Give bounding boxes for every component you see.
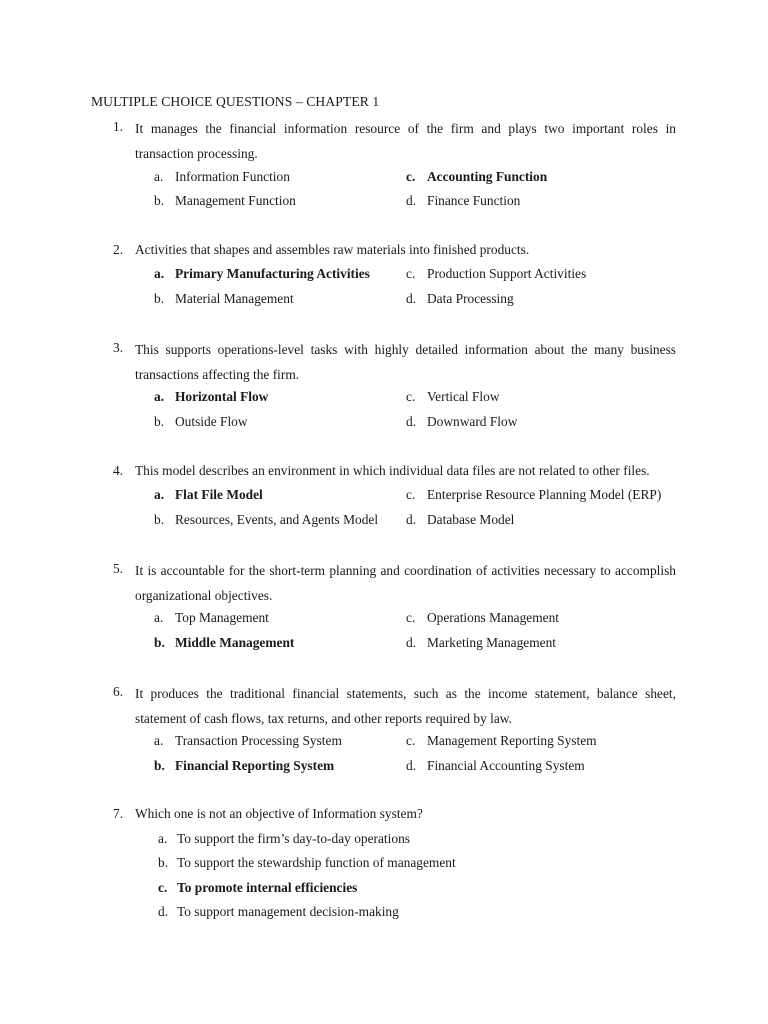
question-number: 4. [113,463,124,478]
question-number: 7. [113,806,124,821]
question-number: 6. [113,684,124,699]
question-number: 3. [113,340,124,355]
question-text: It produces the traditional financial statements, such as the income statement, balance sheet, statement of cash flows, tax returns, and other reports required by law. [135,686,676,726]
question-number: 5. [113,561,124,576]
question-text: It manages the financial information resource of the firm and plays two important roles in transaction processing. [135,121,676,161]
page-title: MULTIPLE CHOICE QUESTIONS – CHAPTER 1 [91,94,380,109]
document-page: MULTIPLE CHOICE QUESTIONS – CHAPTER 1 1. It manages the financial information resource of the firm and plays two important roles in transaction processing. a. Information Function b. Management Function c. Accounting Function d. Finance Function 2. Activities that shapes and assembles raw materials into finished products. a. Primary Manufacturing Activities b. Material Management c. Production Support Activities d. Data Processing 3. This supports operations-level tasks with highly detailed information about the many business transactions affecting the firm. a. Horizontal Flow b. Outside Flow c. Vertical Flow d. Downward Flow 4. This model describes an environment in which individual data files are not related to other files. a. Flat File Model b. Resources, Events, and Agents Model c. Enterprise Resource Planning Model (ERP) d. Database Model 5. It is accountable for the short-term planning and coordination of activities necessary to accomplish organizational objectives. a. Top Management b. Middle Management c. Operations Management d. Marketing Management 6. It produces the traditional financial statements, such as the income statement, balance sheet, statement of cash flows, tax returns, and other reports required by law. a. Transaction Processing System b. Financial Reporting System c. Management Reporting System d. Financial Accounting System 7. Which one is not an objective of Information system? a. To support the firm’s day-to-day operations b. To support the stewardship function of management c. To promote internal efficiencies d. To support management decision-making [91,94,676,919]
question-text: Which one is not an objective of Information system? [135,806,423,821]
question-number: 2. [113,242,124,257]
question-text: Activities that shapes and assembles raw materials into finished products. [135,242,530,257]
question-number: 1. [113,119,124,134]
question-text: This model describes an environment in which individual data files are not related to other files. [135,463,650,478]
question-text: It is accountable for the short-term planning and coordination of activities necessary to accomplish organizational objectives. [135,563,676,603]
question-text: This supports operations-level tasks with highly detailed information about the many business transactions affecting the firm. [135,342,676,382]
